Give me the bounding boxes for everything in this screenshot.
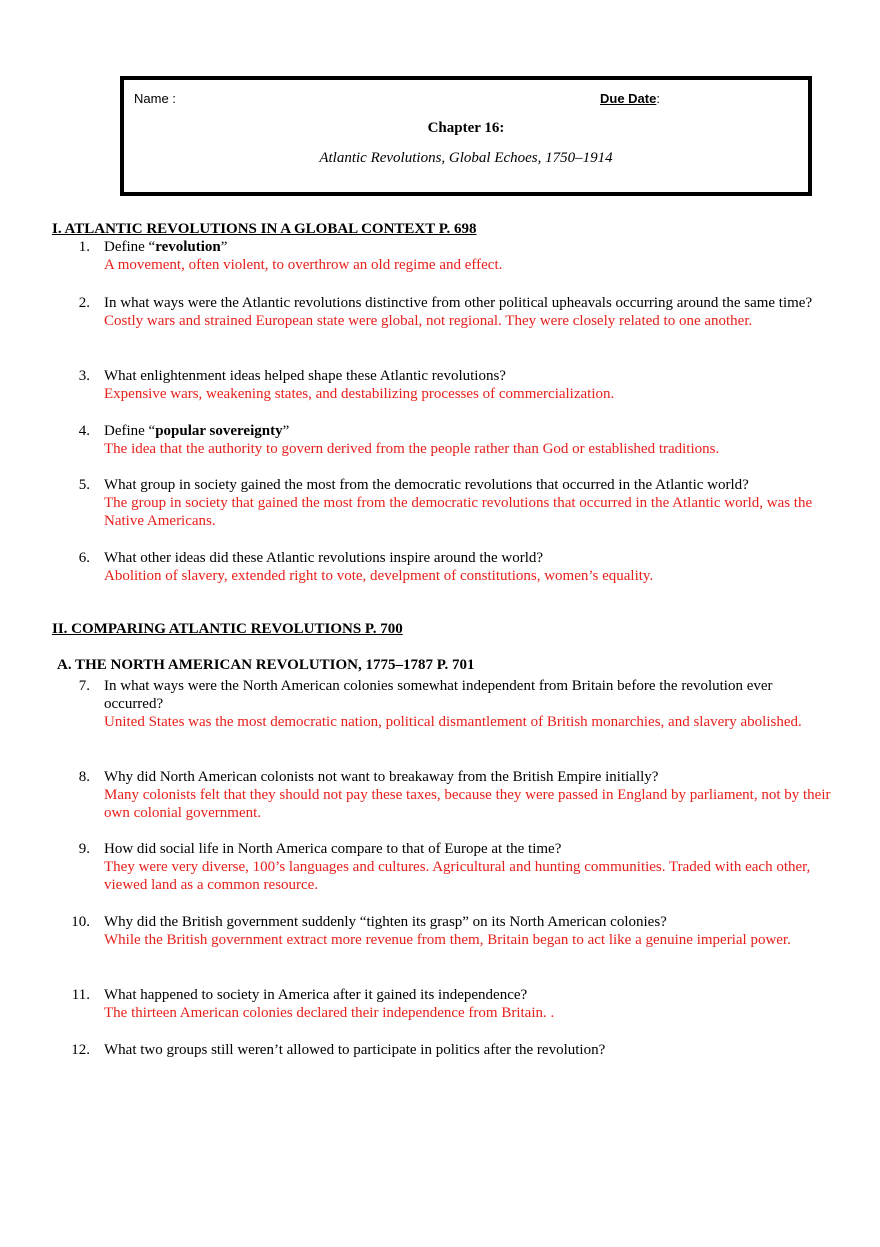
question-text: In what ways were the Atlantic revolutions distinctive from other political upheavals occurring around the same time? [104,295,813,311]
question-text [104,238,832,256]
due-date [600,91,660,106]
answer-text: They were very diverse, 100’s languages and cultures. Agricultural and hunting communities. Traded with each other, viewed land as a common resource. [104,859,811,893]
question-text: Why did the British government suddenly “tighten its grasp” on its North American colonies? [104,914,667,930]
question-text: What group in society gained the most from the democratic revolutions that occurred in the Atlantic world? [104,477,749,493]
question-text: What two groups still weren’t allowed to participate in politics after the revolution? [104,1042,606,1058]
question-number: 11. [71,987,90,1003]
question-number: 2. [78,295,90,311]
question-number: 9. [78,841,90,857]
answer-text: The thirteen American colonies declared their independence from Britain. . [104,1005,555,1021]
answer-text: While the British government extract more revenue from them, Britain began to act like a genuine imperial power. [104,932,791,948]
section-2-title: II. COMPARING ATLANTIC REVOLUTIONS P. 700 [52,621,403,637]
answer-text: United States was the most democratic nation, political dismantlement of British monarchies, and slavery abolished. [104,714,802,730]
question-number: 12. [71,1042,90,1058]
chapter-title: Chapter 16: [427,120,505,136]
question-text: What enlightenment ideas helped shape these Atlantic revolutions? [104,368,506,384]
header-box [120,76,812,196]
question-2 [52,294,832,330]
question-term: popular sovereignty [155,423,283,439]
name-label: Name : [134,91,176,106]
answer-text: Abolition of slavery, extended right to vote, develpment of constitutions, women’s equality. [104,568,654,584]
question-number: 10. [71,914,90,930]
question-12 [52,1041,832,1059]
question-number: 6. [78,550,90,566]
answer-text: Expensive wars, weakening states, and destabilizing processes of commercialization. [104,386,615,402]
question-text-pre: Define “ [104,423,156,439]
question-number: 5. [78,477,90,493]
answer-text: The group in society that gained the most from the democratic revolutions that occurred in the Atlantic world, was the Native Americans. [104,495,813,529]
subsection-a-title: A. THE NORTH AMERICAN REVOLUTION, 1775–1787 P. 701 [57,657,475,673]
question-text-pre: Define “ [104,239,156,255]
question-number: 1. [78,239,90,255]
question-text: Why did North American colonists not want to breakaway from the British Empire initially? [104,769,659,785]
answer-text: Costly wars and strained European state were global, not regional. They were closely related to one another. [104,313,753,329]
question-9 [52,840,832,894]
due-date-colon: : [656,91,660,106]
question-text: What happened to society in America after it gained its independence? [104,987,528,1003]
question-number: 3. [78,368,90,384]
question-number: 8. [78,769,90,785]
question-text: What other ideas did these Atlantic revolutions inspire around the world? [104,550,544,566]
answer-text: A movement, often violent, to overthrow an old regime and effect. [104,257,503,273]
question-number: 4. [78,423,90,439]
question-11 [52,986,832,1022]
question-4 [52,422,832,458]
question-3 [52,367,832,403]
question-7 [52,677,832,731]
question-term: revolution [155,239,221,255]
question-number: 7. [78,678,90,694]
question-10 [52,913,832,949]
question-text: In what ways were the North American colonies somewhat independent from Britain before the revolution ever occurred? [104,678,773,712]
answer-text: Many colonists felt that they should not pay these taxes, because they were passed in England by parliament, not by their own colonial government. [104,787,831,821]
due-date-label: Due Date [600,91,657,106]
question-6 [52,549,832,585]
question-text-post: ” [220,239,228,255]
question-text-post: ” [282,423,290,439]
question-text: How did social life in North America compare to that of Europe at the time? [104,841,562,857]
section-1-title: I. ATLANTIC REVOLUTIONS IN A GLOBAL CONTEXT P. 698 [52,221,477,237]
chapter-subtitle: Atlantic Revolutions, Global Echoes, 1750–1914 [319,150,613,166]
question-8 [52,768,832,822]
question-text [104,422,832,440]
answer-text: The idea that the authority to govern derived from the people rather than God or established traditions. [104,441,720,457]
question-5 [52,476,832,530]
question-1 [52,238,832,274]
